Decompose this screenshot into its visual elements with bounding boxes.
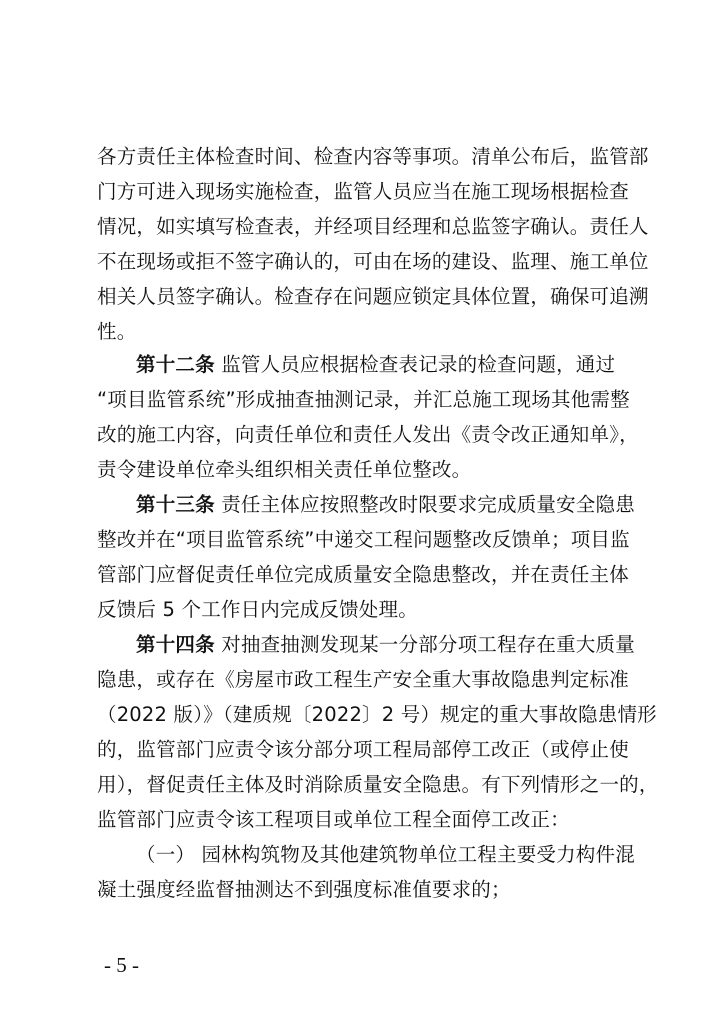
body-line: 相关人员签字确认。检查存在问题应锁定具体位置，确保可追溯 <box>97 285 649 308</box>
body-line: 监管部门应责令该工程项目或单位工程全面停工改正： <box>97 808 570 831</box>
item-1-first-line: （一） 园林构筑物及其他建筑物单位工程主要受力构件混 <box>136 843 635 866</box>
body-line: “项目监管系统”形成抽查抽测记录，并汇总施工现场其他需整 <box>97 388 630 411</box>
article-14-heading: 第十四条 <box>136 633 215 656</box>
body-line: 管部门应督促责任单位完成质量安全隐患整改，并在责任主体 <box>97 563 629 586</box>
body-line: 性。 <box>97 320 137 343</box>
article-13-heading: 第十三条 <box>136 493 215 516</box>
body-line: 反馈后 5 个工作日内完成反馈处理。 <box>97 598 418 621</box>
body-line: 整改并在“项目监管系统”中递交工程问题整改反馈单；项目监 <box>97 528 630 551</box>
body-line: 隐患，或存在《房屋市政工程生产安全重大事故隐患判定标准 <box>97 668 629 691</box>
article-13-first-line <box>136 492 696 518</box>
body-line: 改的施工内容，向责任单位和责任人发出《责令改正通知单》， <box>97 423 639 446</box>
article-14-first-line <box>136 632 696 658</box>
article-12-text: 监管人员应根据检查表记录的检查问题，通过 <box>214 353 616 376</box>
article-14-text: 对抽查抽测发现某一分部分项工程存在重大质量 <box>214 633 635 656</box>
body-line: 各方责任主体检查时间、检查内容等事项。清单公布后，监管部 <box>97 145 649 168</box>
body-line: 情况，如实填写检查表，并经项目经理和总监签字确认。责任人 <box>97 215 649 238</box>
body-line: 用），督促责任主体及时消除质量安全隐患。有下列情形之一的， <box>97 773 659 796</box>
body-line: （2022 版）》（建质规〔2022〕2 号）规定的重大事故隐患情形 <box>97 703 657 726</box>
article-12-first-line <box>136 352 696 378</box>
page-number: - 5 - <box>104 953 139 977</box>
body-line: 的，监管部门应责令该分部分项工程局部停工改正（或停止使 <box>97 738 629 761</box>
body-line: 责令建设单位牵头组织相关责任单位整改。 <box>97 458 472 481</box>
item-1-second-line: 凝土强度经监督抽测达不到强度标准值要求的； <box>97 878 511 901</box>
body-line: 不在现场或拒不签字确认的，可由在场的建设、监理、施工单位 <box>97 250 649 273</box>
article-12-heading: 第十二条 <box>136 353 215 376</box>
article-13-text: 责任主体应按照整改时限要求完成质量安全隐患 <box>214 493 635 516</box>
body-line: 门方可进入现场实施检查，监管人员应当在施工现场根据检查 <box>97 180 629 203</box>
